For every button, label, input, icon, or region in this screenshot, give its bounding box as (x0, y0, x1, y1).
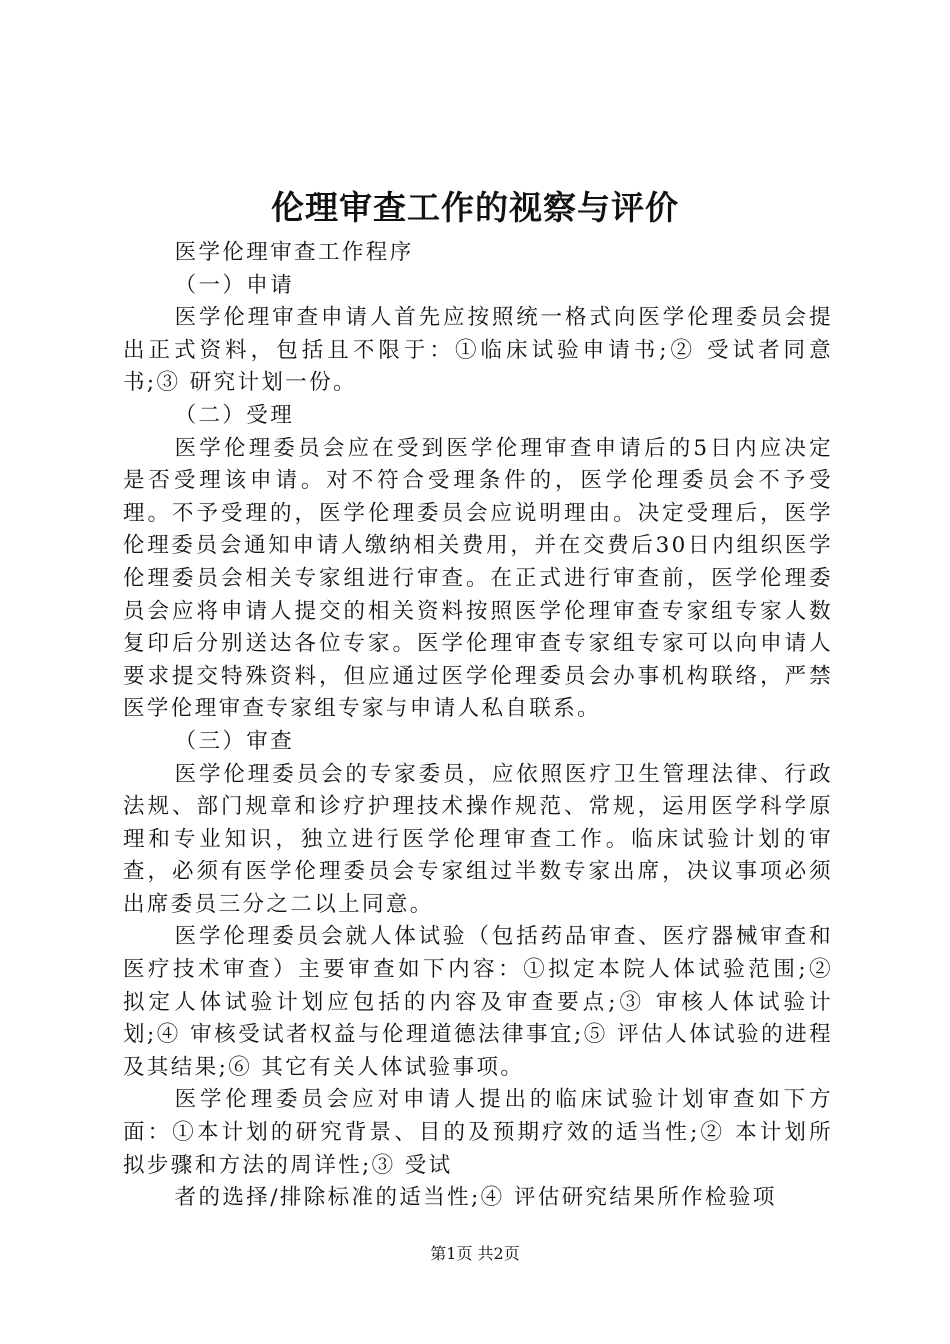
paragraph-application: 医学伦理审查申请人首先应按照统一格式向医学伦理委员会提出正式资料，包括且不限于：①临床试验申请书;② 受试者同意书;③ 研究计划一份。 (123, 305, 833, 396)
paragraph-trial-plan: 医学伦理委员会应对申请人提出的临床试验计划审查如下方面：①本计划的研究背景、目的及预期疗效的适当性;② 本计划所拟步骤和方法的周详性;③ 受试 (123, 1087, 833, 1178)
section-heading-acceptance: （二）受理 (174, 402, 295, 428)
paragraph-review: 医学伦理委员会的专家委员，应依照医疗卫生管理法律、行政法规、部门规章和诊疗护理技术操作规范、常规，运用医学科学原理和专业知识，独立进行医学伦理审查工作。临床试验计划的审查，必须有医学伦理委员会专家组过半数专家出席，决议事项必须出席委员三分之二以上同意。 (123, 761, 833, 917)
section-heading-review: （三）审查 (174, 728, 295, 754)
paragraph-continuation: 者的选择/排除标准的适当性;④ 评估研究结果所作检验项 (174, 1185, 777, 1211)
document-body (123, 237, 833, 1215)
page-footer: 第1页 共2页 (430, 1244, 520, 1263)
paragraph-acceptance: 医学伦理委员会应在受到医学伦理审查申请后的5日内应决定是否受理该申请。对不符合受理条件的，医学伦理委员会不予受理。不予受理的，医学伦理委员会应说明理由。决定受理后，医学伦理委员会通知申请人缴纳相关费用，并在交费后30日内组织医学伦理委员会相关专家组进行审查。在正式进行审查前，医学伦理委员会应将申请人提交的相关资料按照医学伦理审查专家组专家人数复印后分别送达各位专家。医学伦理审查专家组专家可以向申请人要求提交特殊资料，但应通过医学伦理委员会办事机构联络，严禁医学伦理审查专家组专家与申请人私自联系。 (123, 435, 833, 722)
section-heading-procedure: 医学伦理审查工作程序 (174, 240, 414, 265)
document-title: 伦理审查工作的视察与评价 (271, 188, 679, 227)
paragraph-human-trial: 医学伦理委员会就人体试验（包括药品审查、医疗器械审查和医疗技术审查）主要审查如下内容：①拟定本院人体试验范围;② 拟定人体试验计划应包括的内容及审查要点;③ 审核人体试验计划;④ 审核受试者权益与伦理道德法律事宜;⑤ 评估人体试验的进程及其结果;⑥ 其它有关人体试验事项。 (123, 924, 833, 1080)
section-heading-application: （一）申请 (174, 272, 295, 298)
